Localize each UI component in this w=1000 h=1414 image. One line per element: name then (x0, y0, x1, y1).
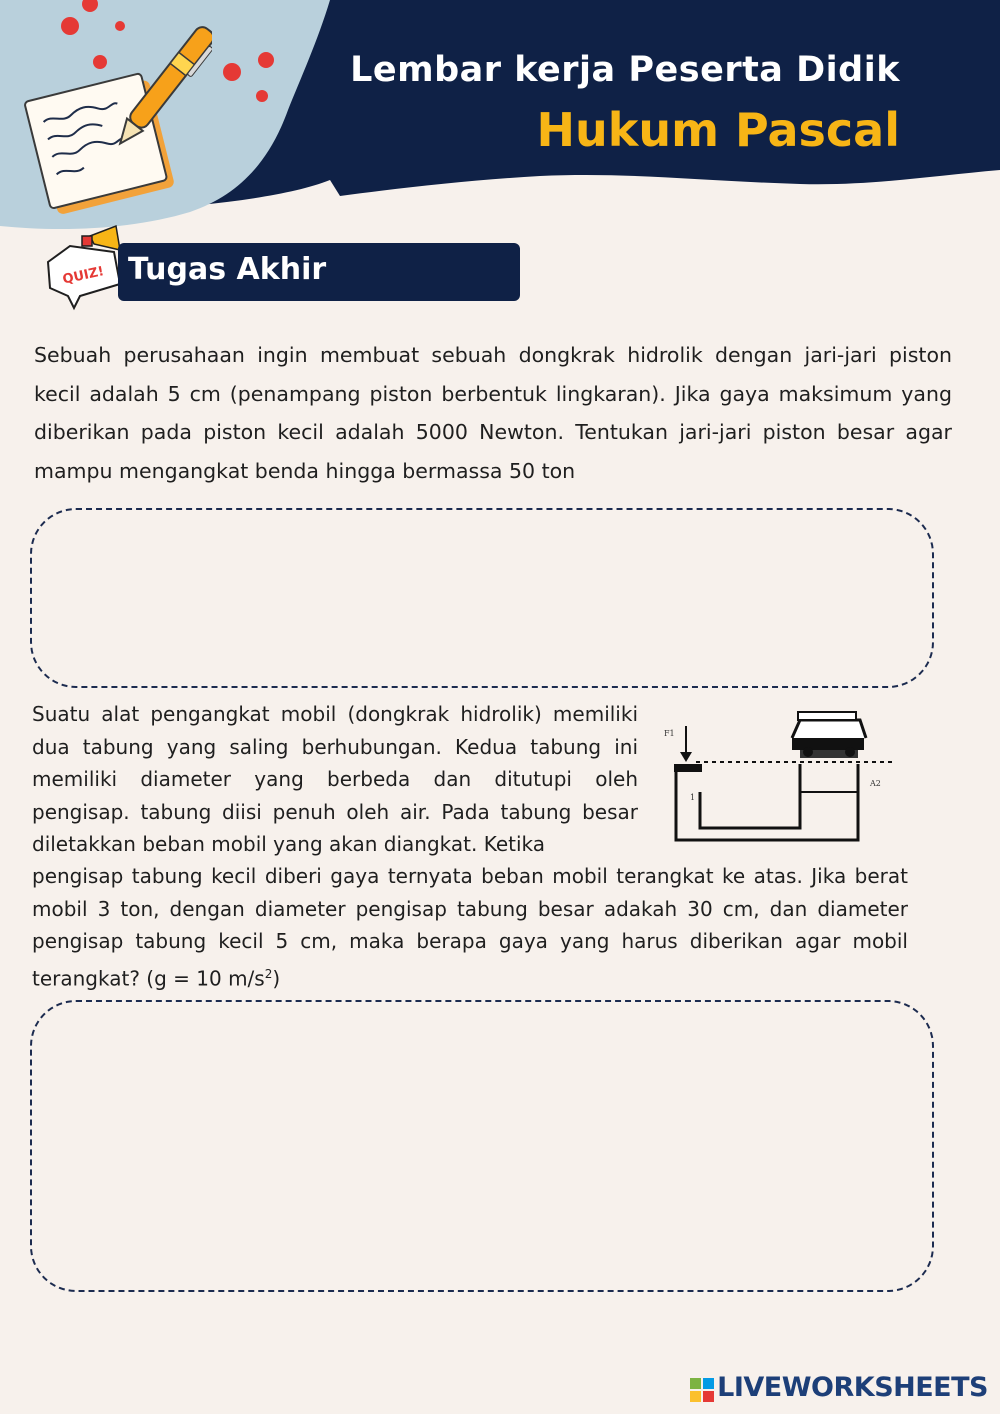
hydraulic-jack-diagram (660, 708, 900, 850)
page-title: Lembar kerja Peserta Didik (350, 50, 900, 90)
question-2-text-part2 (32, 860, 908, 995)
question-1-text: Sebuah perusahaan ingin membuat sebuah dongkrak hidrolik dengan jari-jari piston kecil adalah 5 cm (penampang piston berbentuk lingkaran). Jika gaya maksimum yang diberikan pada piston kecil adalah 5000 Newton. Tentukan jari-jari piston besar agar mampu mengangkat benda hingga bermassa 50 ton (34, 343, 952, 483)
answer-box-1[interactable] (30, 508, 934, 688)
page-subtitle: Hukum Pascal (536, 103, 900, 157)
section-header (118, 243, 520, 301)
answer-box-2[interactable] (30, 1000, 934, 1292)
liveworksheets-logo-icon (690, 1378, 714, 1402)
label-f1: F1 (664, 729, 675, 738)
label-a1: 1 (690, 793, 696, 802)
question-2-text-end: ) (272, 966, 281, 991)
notebook-pen-icon (22, 20, 212, 220)
superscript-2: 2 (264, 966, 273, 981)
brand-label[interactable]: LIVEWORKSHEETS (717, 1372, 988, 1403)
question-2-text-main: pengisap tabung kecil diberi gaya ternyata beban mobil terangkat ke atas. Jika berat mobil 3 ton, dengan diameter pengisap tabung besar adakah 30 cm, dan diameter pengisap tabung kecil 5 cm, maka berapa gaya yang harus diberikan agar mobil terangkat? (g = 10 m/s (32, 864, 908, 991)
quiz-badge-text: QUIZ! (61, 264, 106, 288)
section-title: Tugas Akhir (128, 252, 327, 287)
question-2-text-part1: Suatu alat pengangkat mobil (dongkrak hidrolik) memiliki dua tabung yang saling berhubungan. Kedua tabung ini memiliki diameter yang berbeda dan ditutupi oleh pengisap. tabung diisi penuh oleh air. Pada tabung besar diletakkan beban mobil yang akan diangkat. Ketika (32, 702, 638, 857)
label-a2: A2 (870, 779, 881, 788)
